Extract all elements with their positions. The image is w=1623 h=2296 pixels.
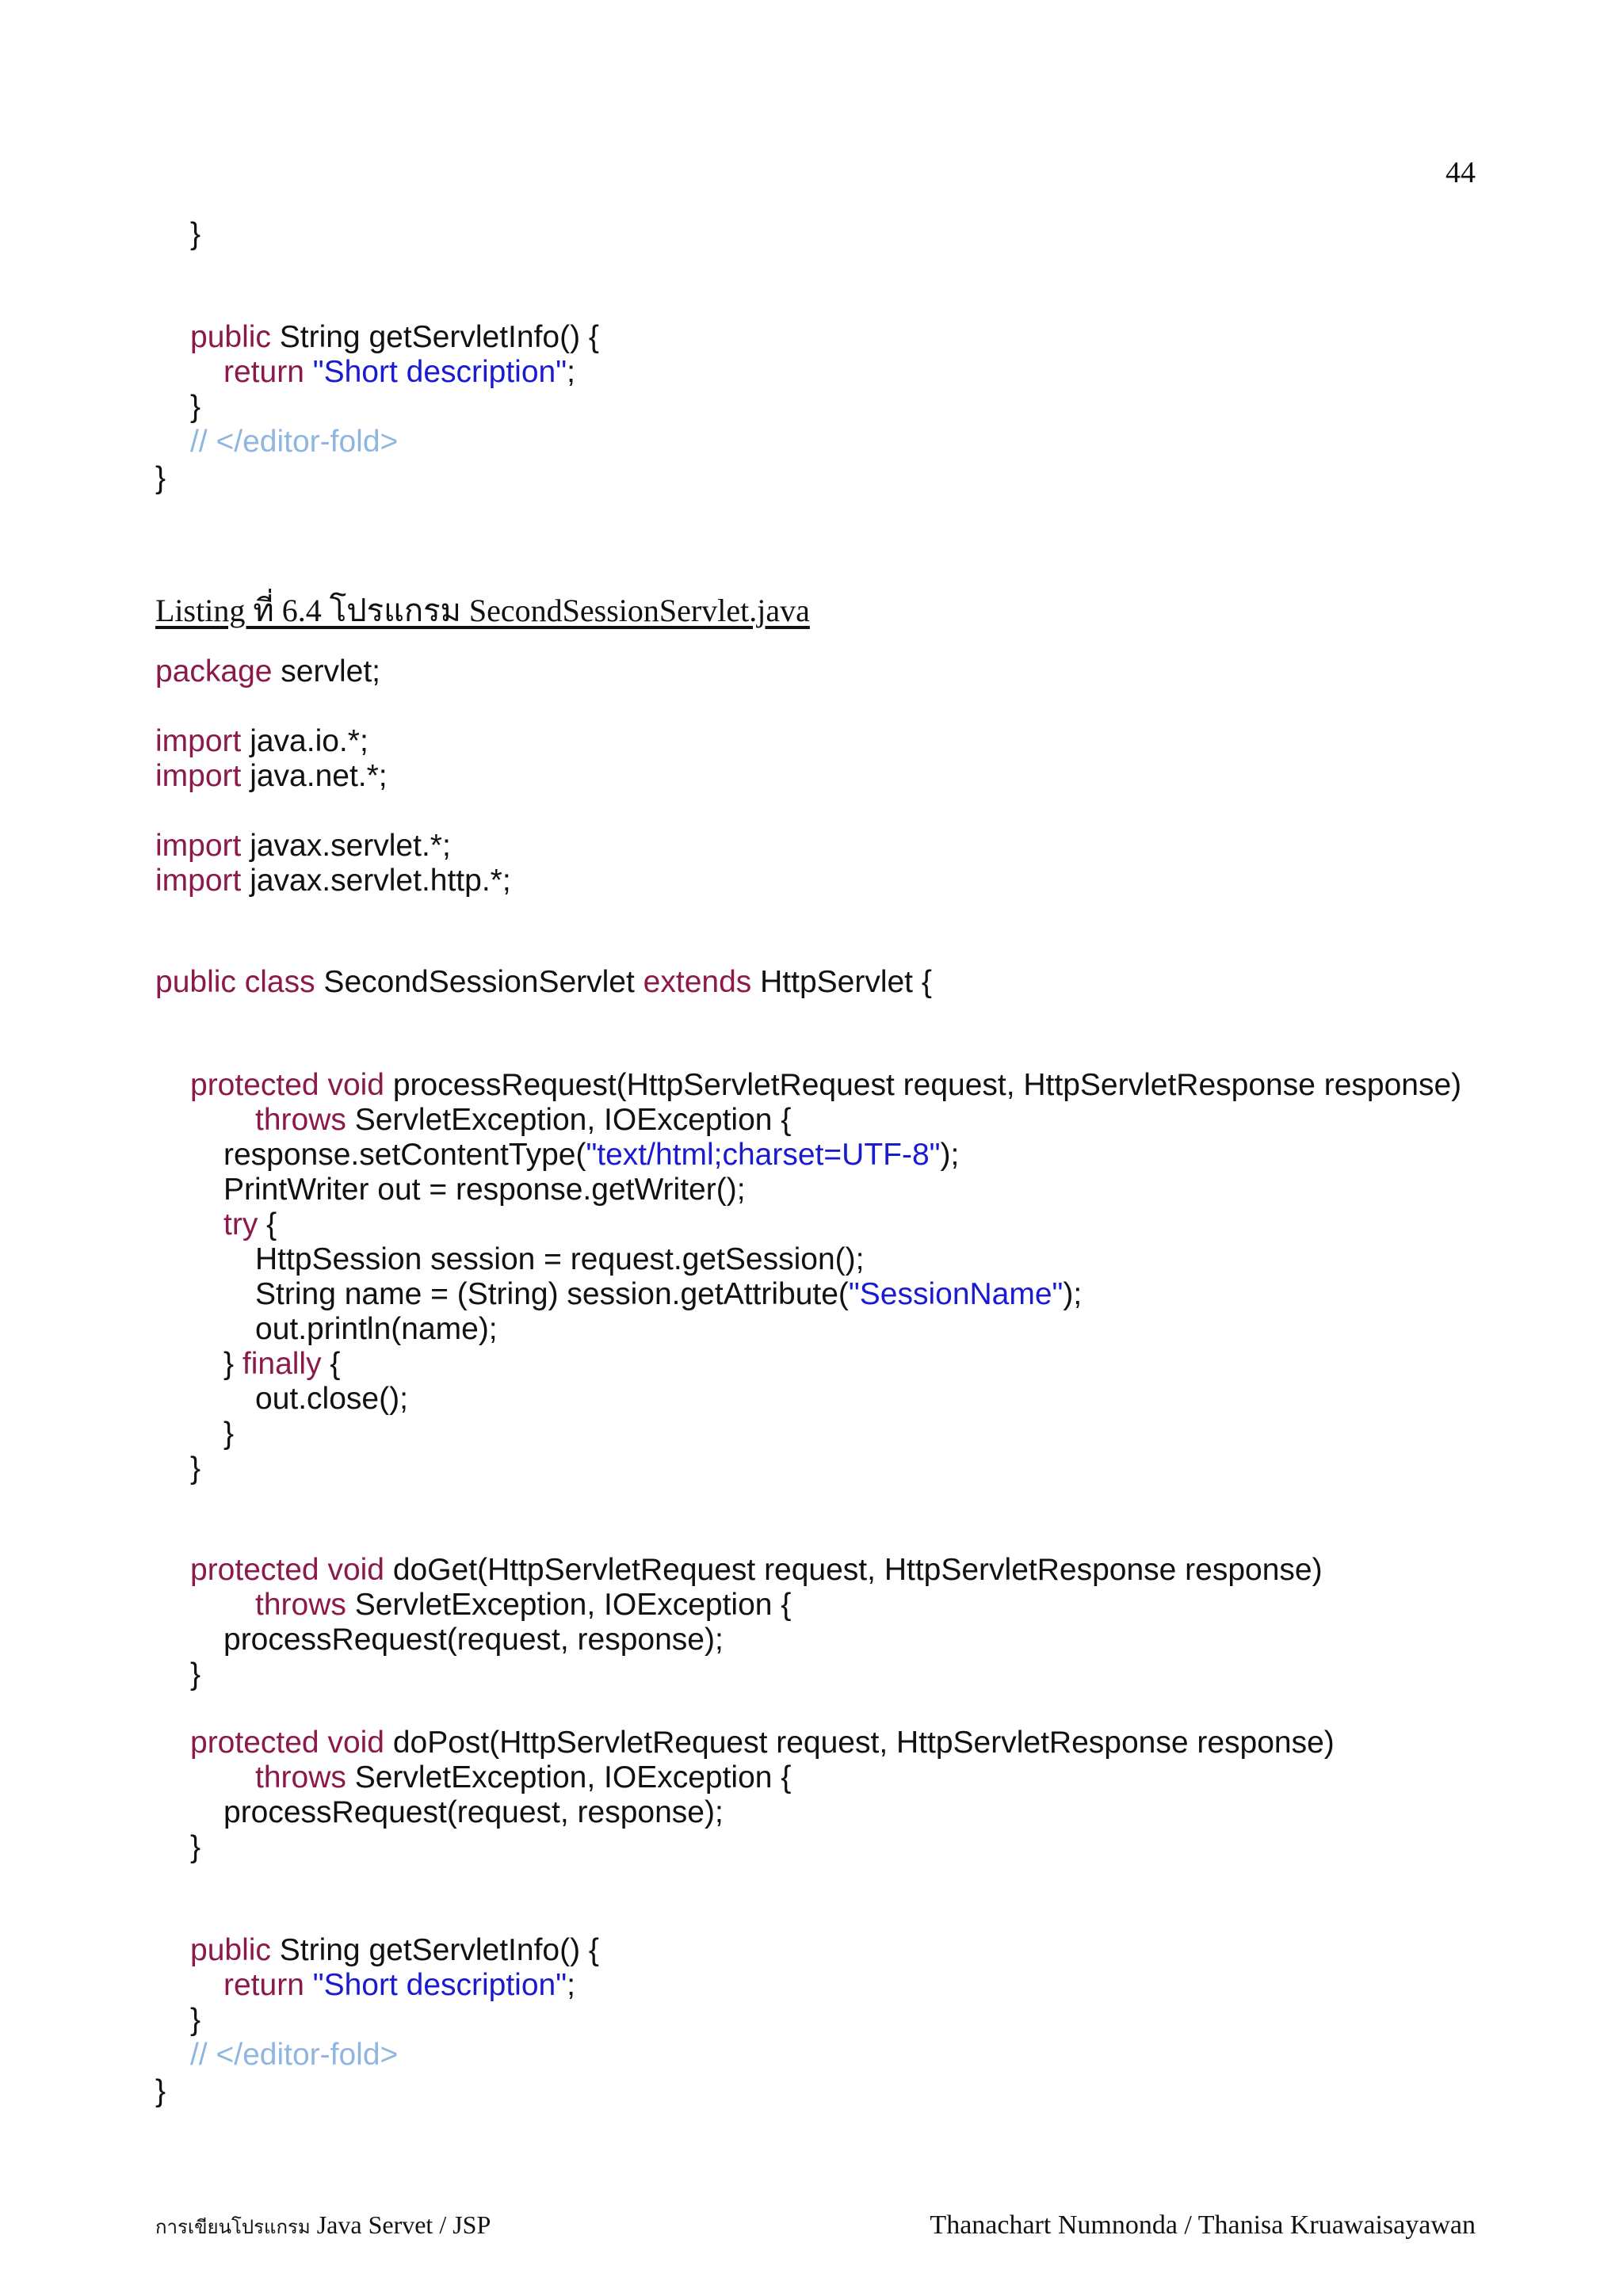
code-main-line-13: [255, 1277, 1082, 1312]
code-token: processRequest(request, response);: [223, 1623, 724, 1657]
code-token: out.println(name);: [255, 1312, 498, 1346]
keyword-token: import: [155, 724, 242, 758]
code-token: }: [190, 217, 201, 251]
keyword-token: import: [155, 864, 242, 898]
code-top-line-4: [190, 390, 200, 425]
code-main-line-14: [255, 1312, 498, 1347]
code-top-line-5: [190, 425, 398, 460]
code-token: }: [190, 1451, 201, 1486]
code-main-line-22: [190, 1657, 200, 1692]
keyword-token: public: [190, 320, 271, 354]
code-token: servlet;: [272, 654, 380, 688]
string-token: "Short description": [312, 1968, 567, 2002]
string-token: "text/html;charset=UTF-8": [586, 1138, 941, 1172]
code-top-line-6: [155, 461, 166, 496]
keyword-token: return: [223, 355, 304, 389]
code-token: HttpSession session = request.getSession();: [255, 1242, 865, 1276]
code-token: );: [940, 1138, 960, 1172]
code-token: }: [190, 1830, 201, 1864]
code-main-line-23: [190, 1726, 1335, 1760]
code-main-line-12: [255, 1242, 864, 1277]
code-token: javax.servlet.*;: [241, 829, 451, 863]
footer-course-title-latin: Java Servet / JSP: [310, 2210, 491, 2239]
code-main-line-20: [255, 1588, 791, 1623]
code-token: String getServletInfo() {: [270, 1933, 599, 1967]
footer-course-title-thai: การเขียนโปรแกรม: [155, 2218, 311, 2238]
code-main-line-21: [223, 1623, 724, 1657]
code-token: processRequest(HttpServletRequest request, HttpServletResponse response): [384, 1068, 1462, 1102]
code-main-line-26: [190, 1830, 200, 1865]
code-token: PrintWriter out = response.getWriter();: [223, 1173, 746, 1207]
code-main-line-2: [155, 724, 369, 759]
code-token: }: [223, 1347, 242, 1381]
code-main-line-1: [155, 654, 380, 689]
keyword-token: import: [155, 829, 242, 863]
code-token: out.close();: [255, 1382, 408, 1416]
code-token: ;: [567, 355, 575, 389]
code-token: processRequest(request, response);: [223, 1795, 724, 1829]
code-token: doGet(HttpServletRequest request, HttpServletResponse response): [384, 1553, 1323, 1587]
code-token: java.io.*;: [241, 724, 369, 758]
code-token: {: [321, 1347, 341, 1381]
code-top-line-1: [190, 217, 200, 252]
listing-title: Listing ที่ 6.4 โปรแกรม SecondSessionServlet.java: [155, 593, 810, 628]
code-token: }: [155, 2074, 166, 2108]
code-token: ServletException, IOException {: [346, 1588, 792, 1622]
comment-token: // </editor-fold>: [190, 2038, 399, 2072]
code-token: response.setContentType(: [223, 1138, 586, 1172]
code-main-line-24: [255, 1760, 791, 1795]
code-main-line-25: [223, 1795, 724, 1830]
keyword-token: package: [155, 654, 273, 688]
code-top-line-2: [190, 320, 599, 355]
code-token: java.net.*;: [241, 759, 388, 793]
keyword-token: protected void: [190, 1553, 384, 1587]
code-main-line-8: [255, 1103, 791, 1138]
code-main-line-31: [155, 2074, 166, 2109]
code-main-line-6: [155, 965, 932, 1000]
keyword-token: import: [155, 759, 242, 793]
code-main-line-27: [190, 1933, 599, 1968]
code-token: String name = (String) session.getAttribute(: [255, 1277, 849, 1311]
code-token: }: [223, 1417, 235, 1451]
code-main-line-18: [190, 1451, 200, 1486]
page-number: 44: [1445, 156, 1476, 189]
code-top-line-3: [223, 355, 575, 390]
keyword-token: try: [223, 1207, 258, 1241]
code-token: }: [190, 1657, 201, 1691]
keyword-token: extends: [643, 965, 752, 999]
code-token: String getServletInfo() {: [270, 320, 599, 354]
code-token: {: [258, 1207, 277, 1241]
code-token: ServletException, IOException {: [346, 1103, 792, 1137]
code-token: doPost(HttpServletRequest request, HttpServletResponse response): [384, 1726, 1335, 1760]
code-token: ServletException, IOException {: [346, 1760, 792, 1794]
code-token: );: [1063, 1277, 1083, 1311]
code-main-line-11: [223, 1207, 277, 1242]
code-main-line-7: [190, 1068, 1461, 1103]
footer-authors: Thanachart Numnonda / Thanisa Kruawaisayawan: [930, 2210, 1476, 2240]
string-token: "SessionName": [848, 1277, 1064, 1311]
code-token: [304, 355, 313, 389]
string-token: "Short description": [312, 355, 567, 389]
comment-token: // </editor-fold>: [190, 425, 399, 459]
code-main-line-30: [190, 2038, 398, 2073]
code-token: javax.servlet.http.*;: [241, 864, 511, 898]
keyword-token: public class: [155, 965, 315, 999]
keyword-token: throws: [255, 1103, 346, 1137]
code-token: }: [190, 390, 201, 424]
keyword-token: throws: [255, 1588, 346, 1622]
code-main-line-19: [190, 1553, 1323, 1588]
keyword-token: finally: [242, 1347, 322, 1381]
keyword-token: protected void: [190, 1068, 384, 1102]
footer-course-title: [155, 2210, 491, 2242]
code-main-line-3: [155, 759, 388, 794]
keyword-token: public: [190, 1933, 271, 1967]
code-main-line-28: [223, 1968, 575, 2003]
code-main-line-5: [155, 864, 511, 898]
code-token: }: [190, 2003, 201, 2037]
code-main-line-17: [223, 1417, 234, 1451]
keyword-token: return: [223, 1968, 304, 2002]
code-token: SecondSessionServlet: [315, 965, 643, 999]
code-main-line-15: [223, 1347, 340, 1382]
code-token: [304, 1968, 313, 2002]
keyword-token: throws: [255, 1760, 346, 1794]
code-main-line-29: [190, 2003, 200, 2038]
code-main-line-16: [255, 1382, 408, 1417]
code-main-line-9: [223, 1138, 959, 1173]
code-token: }: [155, 461, 166, 495]
code-main-line-10: [223, 1173, 746, 1207]
code-main-line-4: [155, 829, 451, 864]
code-token: ;: [567, 1968, 575, 2002]
code-token: HttpServlet {: [751, 965, 932, 999]
keyword-token: protected void: [190, 1726, 384, 1760]
